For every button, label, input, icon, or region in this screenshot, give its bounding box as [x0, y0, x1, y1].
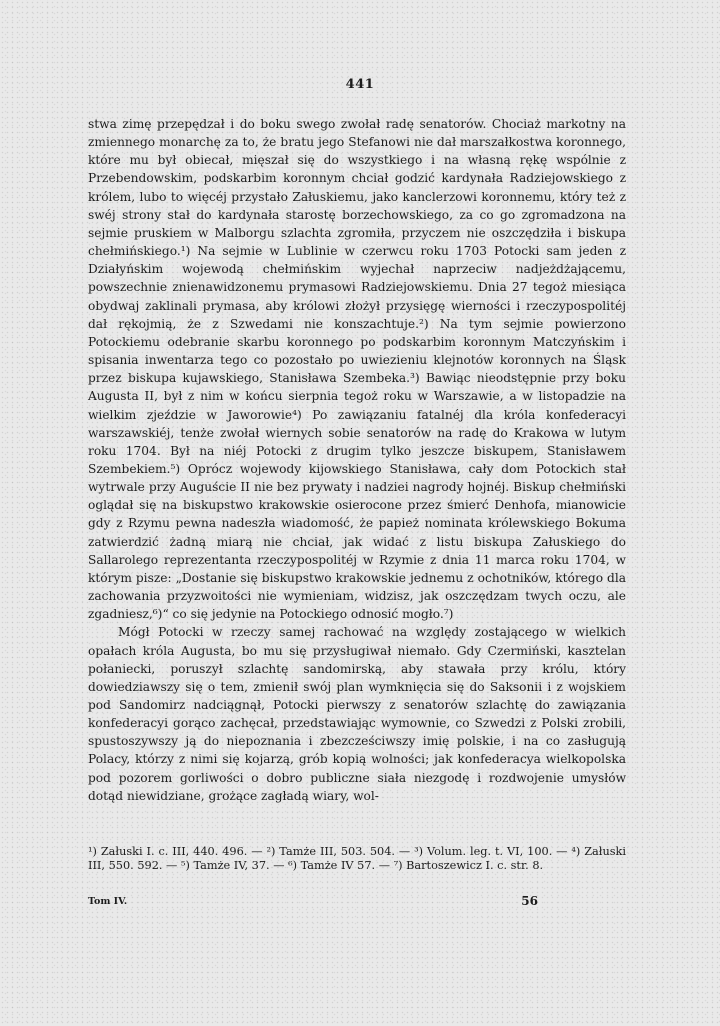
paragraph-2: Mógł Potocki w rzeczy samej rachować na względy zostającego w wielkich opałach króla Augusta, bo mu się przysługiwał niemało. Gdy Czermiński, kasztelan połaniecki, poruszył szlachtę sandomirską, aby stawała przy królu, który dowiedziawszy się o tem, zmienił swój plan wymknięcia się do Saksonii i z wojskiem pod Sandomirz nadciągnął, Potocki pierwszy z senatorów szlachtę do zawiązania konfederacyi gorąco zachęcał, przedstawiając wymownie, co Szwedzi z Polski zrobili, spustoszywszy ją do niepoznania i zbezcześciwszy imię polskie, i na co zasługują Polacy, którzy z nimi się kojarzą, grób kopią wolności; jak konfederacya wielkopolska pod pozorem gorliwości o dobro publiczne siała niezgodę i rozdwojenie umysłów dotąd niewidziane, grożące zagładą wiary, wol-	[88, 625, 626, 803]
paragraph-1: stwa zimę przepędzał i do boku swego zwołał radę senatorów. Chociaż markotny na zmiennego monarchę za to, że bratu jego Stefanowi nie dał marszałkostwa koronnego, które mu był obiecał, mięszał się do wszystkiego i na własną rękę wspólnie z Przebendowskim, podskarbim koronnym chciał godzić kardynała Radziejowskiego z królem, lubo to więcéj przystało Załuskiemu, jako kanclerzowi koronnemu, który też z swéj strony stał do kardynała starostę borzechowskiego, za co go zgromadzona na sejmie pruskiem w Malborgu szlachta zgromiła, przyczem nie oszczędziła i biskupa chełmińskiego.¹) Na sejmie w Lublinie w czerwcu roku 1703 Potocki sam jeden z Działyńskim wojewodą chełmińskim wyjechał naprzeciw nadjeżdżającemu, powszechnie znienawidzonemu prymasowi Radziejowskiemu. Dnia 27 tegoż miesiąca obydwaj zaklinali prymasa, aby królowi złożył przysięgę wierności i rzeczypospolitéj dał rękojmią, że z Szwedami nie konszachtuje.²) Na tym sejmie powierzono Potockiemu odebranie skarbu koronnego po podskarbim koronnym Matczyńskim i spisania inwentarza tego co pozostało po uwiezieniu klejnotów koronnych na Śląsk przez biskupa kujawskiego, Stanisława Szembeka.³) Bawiąc nieodstępnie przy boku Augusta II, był z nim w końcu sierpnia tegoż roku w Warszawie, a w listopadzie na wielkim zjeździe w Jaworowie⁴) Po zawiązaniu fatalnéj dla króla konfederacyi warszawskiéj, tenże zwołał wiernych sobie senatorów na radę do Krakowa w lutym roku 1704. Był na niéj Potocki z drugim tylko jeszcze biskupem, Stanisławem Szembekiem.⁵) Oprócz wojewody kijowskiego Stanisława, cały dom Potockich stał wytrwale przy Auguście II nie bez prywaty i nadziei nagrody hojnéj. Biskup chełmiński oglądał się na biskupstwo krakowskie osierocone przez śmierć Denhofa, mianowicie gdy z Rzymu pewna nadeszła wiadomość, że papież nominata królewskiego Bokuma zatwierdzić żadną miarą nie chciał, jak widać z listu biskupa Załuskiego do Sallarolego reprezentanta rzeczypospolitéj w Rzymie z dnia 11 marca roku 1704, w którym pisze: „Dostanie się biskupstwo krakowskie jednemu z ochotników, którego dla zachowania przyzwoitości nie wymieniam, widzisz, jak oszczędzam twych oczu, ale zgadniesz,⁶)“ co się jedynie na Potockiego odnosić mogło.⁷)	[88, 117, 626, 622]
signature-sheet-number: 56	[521, 894, 538, 908]
signature-volume: Tom IV.	[88, 896, 128, 907]
body-text	[88, 115, 626, 805]
footnotes: ¹) Załuski I. c. III, 440. 496. — ²) Tamże III, 503. 504. — ³) Volum. leg. t. VI, 100. — ⁴) Załuski III, 550. 592. — ⁵) Tamże IV, 37. — ⁶) Tamże IV 57. — ⁷) Bartoszewicz I. c. str. 8.	[88, 845, 626, 872]
page-number: 441	[345, 77, 375, 92]
